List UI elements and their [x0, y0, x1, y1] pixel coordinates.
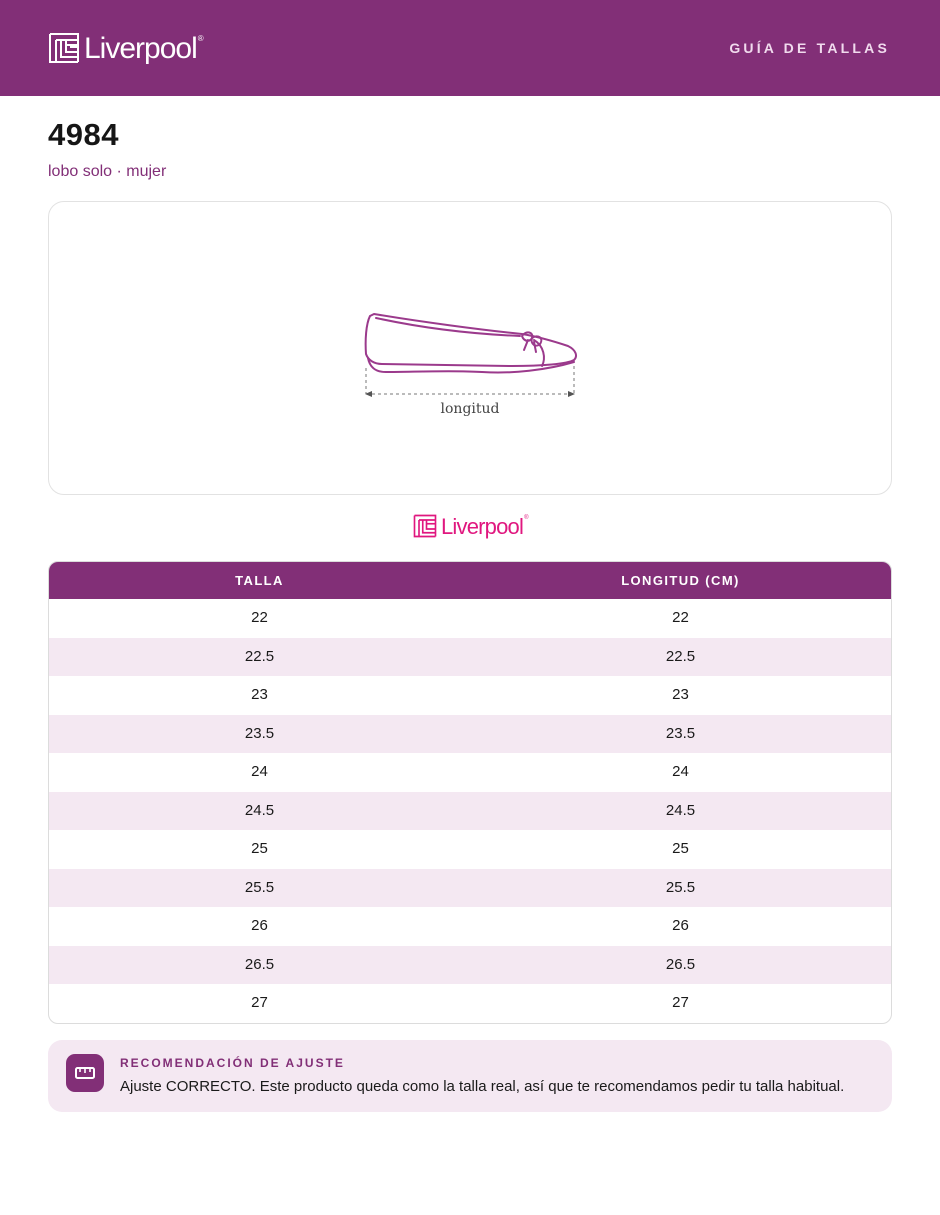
table-row	[49, 792, 891, 831]
table-body	[49, 599, 891, 1023]
table-row	[49, 984, 891, 1023]
product-subtitle: lobo solo · mujer	[48, 163, 167, 180]
size-table	[48, 561, 892, 1024]
cell-size: 26.5	[244, 955, 275, 973]
cell-length: 22	[672, 609, 689, 626]
table-row	[49, 638, 891, 677]
shoe-flat-icon	[362, 310, 582, 420]
table-row	[49, 830, 891, 869]
table-row	[49, 676, 891, 715]
page-header	[0, 0, 940, 96]
cell-size: 22	[251, 609, 268, 626]
header-size: TALLA	[235, 573, 284, 588]
cell-length: 26	[672, 917, 689, 934]
brand-logo-icon	[413, 514, 437, 538]
cell-size: 24	[251, 763, 268, 780]
logo-registered-mark: ®	[197, 33, 204, 43]
cell-size: 22.5	[244, 647, 275, 665]
cell-length: 24.5	[665, 801, 696, 819]
brand-registered-mark: ®	[524, 515, 529, 521]
cell-size: 25	[251, 840, 268, 857]
cell-length: 25	[672, 840, 689, 857]
cell-length: 25.5	[665, 878, 696, 896]
cell-size: 27	[251, 994, 268, 1011]
recommendation-text: Ajuste CORRECTO. Este producto queda como la talla real, así que te recomendamos pedir tu talla habitual.	[120, 1078, 845, 1095]
cell-length: 23	[672, 686, 689, 703]
logo-wordmark: Liverpool	[84, 32, 197, 65]
table-row	[49, 599, 891, 638]
fit-recommendation	[48, 1040, 892, 1112]
recommendation-title: RECOMENDACIÓN DE AJUSTE	[120, 1056, 345, 1070]
cell-length: 23.5	[665, 724, 696, 742]
cell-size: 24.5	[244, 801, 275, 819]
liverpool-logo-icon	[48, 32, 80, 64]
ruler-icon	[66, 1054, 104, 1092]
cell-length: 27	[672, 994, 689, 1011]
size-guide-link[interactable]: GUÍA DE TALLAS	[729, 40, 890, 56]
product-sku: 4984	[48, 117, 119, 152]
cell-length: 24	[672, 763, 689, 780]
brand-wordmark: Liverpool	[441, 514, 524, 539]
table-row	[49, 946, 891, 985]
cell-size: 23.5	[244, 724, 275, 742]
table-row	[49, 753, 891, 792]
table-row	[49, 907, 891, 946]
cell-size: 26	[251, 917, 268, 934]
measure-label: longitud	[440, 401, 500, 417]
cell-length: 22.5	[665, 647, 696, 665]
cell-length: 26.5	[665, 955, 696, 973]
table-row	[49, 715, 891, 754]
table-header	[49, 562, 891, 599]
cell-size: 25.5	[244, 878, 275, 896]
table-row	[49, 869, 891, 908]
brand-logo	[413, 512, 529, 540]
cell-size: 23	[251, 686, 268, 703]
header-length: LONGITUD (CM)	[621, 573, 740, 588]
liverpool-logo[interactable]	[48, 30, 204, 66]
product-image-card	[48, 201, 892, 495]
